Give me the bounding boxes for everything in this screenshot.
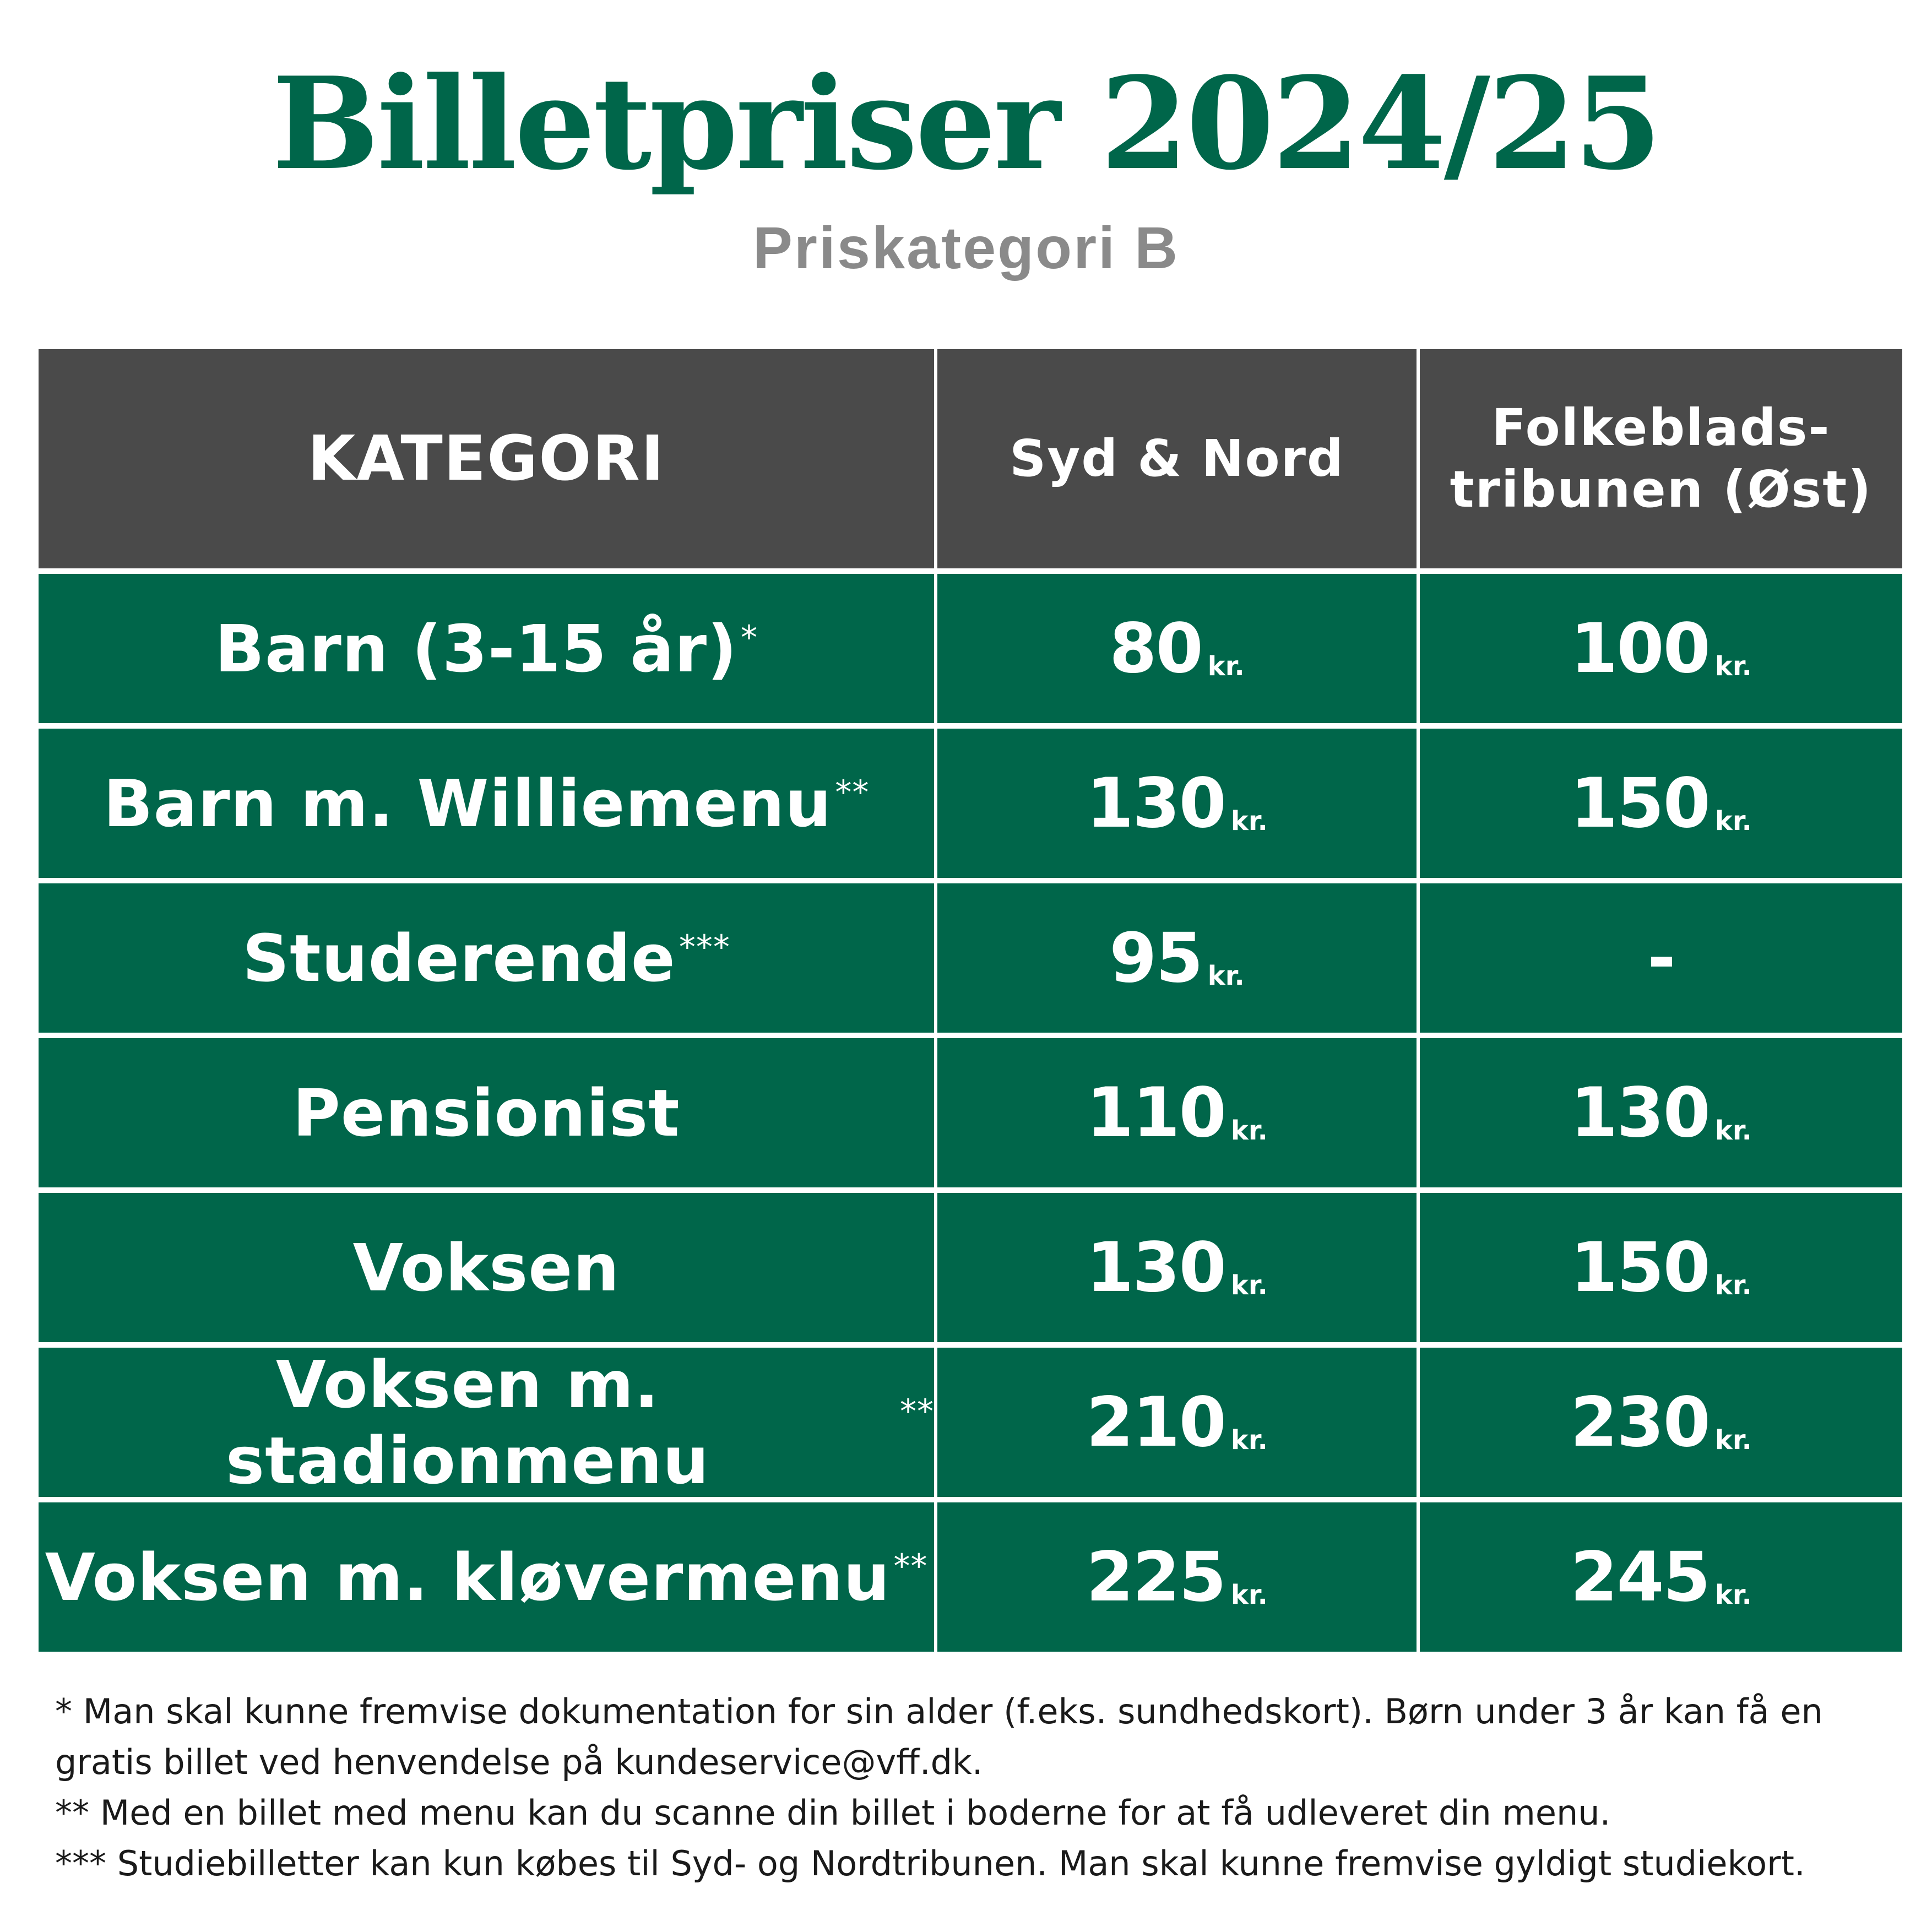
currency-unit: kr. xyxy=(1207,650,1245,682)
price-value: 150 xyxy=(1570,1228,1710,1307)
price-value: 95 xyxy=(1109,918,1202,998)
currency-unit: kr. xyxy=(1714,650,1752,682)
currency-unit: kr. xyxy=(1207,960,1245,991)
category-cell xyxy=(39,729,934,878)
currency-unit: kr. xyxy=(1714,1115,1752,1146)
category-label: Barn (3-15 år) xyxy=(215,610,737,687)
footnote: ** Med en billet med menu kan du scanne din billet i boderne for at få udleveret din menu. xyxy=(55,1793,1611,1833)
price-value: 100 xyxy=(1570,609,1710,688)
price-ost-cell xyxy=(1420,883,1902,1033)
price-syd-nord-cell xyxy=(937,883,1417,1033)
currency-unit: kr. xyxy=(1230,1269,1268,1301)
category-label: Voksen xyxy=(352,1229,620,1306)
category-label: Voksen m. stadionmenu xyxy=(225,1346,710,1499)
category-label: Voksen m. kløvermenu xyxy=(45,1539,891,1615)
currency-unit: kr. xyxy=(1714,1579,1752,1610)
category-cell xyxy=(39,1193,934,1342)
footnote: * Man skal kunne fremvise dokumentation for sin alder (f.eks. sundhedskort). Børn under 3 år kan få en gratis billet ved henvendelse på kundeservice@vff.dk. xyxy=(55,1691,1823,1782)
price-ost-cell xyxy=(1420,1348,1902,1497)
price-syd-nord-cell xyxy=(937,574,1417,723)
footnotes xyxy=(55,1686,1884,1889)
page-subtitle: Priskategori B xyxy=(752,214,1180,281)
price-value: - xyxy=(1647,918,1675,998)
currency-unit: kr. xyxy=(1230,1579,1268,1610)
column-header-syd-nord: Syd & Nord xyxy=(937,349,1417,568)
footnote-marker: ** xyxy=(835,773,870,812)
currency-unit: kr. xyxy=(1230,1424,1268,1456)
footnote-marker: * xyxy=(740,618,758,657)
price-syd-nord-cell xyxy=(937,1193,1417,1342)
price-value: 210 xyxy=(1086,1382,1225,1462)
category-cell xyxy=(39,883,934,1033)
price-ost-cell xyxy=(1420,1038,1902,1187)
price-value: 130 xyxy=(1086,763,1225,843)
price-value: 225 xyxy=(1086,1537,1225,1617)
price-syd-nord-cell xyxy=(937,729,1417,878)
category-cell xyxy=(39,1038,934,1187)
category-label: Barn m. Williemenu xyxy=(103,765,832,842)
currency-unit: kr. xyxy=(1230,1115,1268,1146)
price-value: 80 xyxy=(1109,609,1202,688)
price-value: 130 xyxy=(1086,1228,1225,1307)
currency-unit: kr. xyxy=(1230,805,1268,837)
price-value: 110 xyxy=(1086,1073,1225,1153)
price-syd-nord-cell xyxy=(937,1038,1417,1187)
footnote-marker: ** xyxy=(900,1392,934,1431)
footnote: *** Studiebilletter kan kun købes til Syd- og Nordtribunen. Man skal kunne fremvise gyldigt studiekort. xyxy=(55,1843,1805,1884)
category-label: Pensionist xyxy=(292,1074,680,1151)
column-header-category: KATEGORI xyxy=(39,349,934,568)
price-value: 230 xyxy=(1570,1382,1710,1462)
price-value: 130 xyxy=(1570,1073,1710,1153)
category-label: Studerende xyxy=(242,920,676,996)
price-syd-nord-cell xyxy=(937,1502,1417,1652)
category-cell xyxy=(39,1348,934,1497)
category-cell xyxy=(39,1502,934,1652)
column-header-ost: Folkeblads- tribunen (Øst) xyxy=(1420,349,1902,568)
price-syd-nord-cell xyxy=(937,1348,1417,1497)
currency-unit: kr. xyxy=(1714,1424,1752,1456)
footnote-marker: ** xyxy=(893,1546,928,1586)
price-value: 245 xyxy=(1570,1537,1710,1617)
price-value: 150 xyxy=(1570,763,1710,843)
currency-unit: kr. xyxy=(1714,805,1752,837)
currency-unit: kr. xyxy=(1714,1269,1752,1301)
page-title: Billetpriser 2024/25 xyxy=(272,50,1660,198)
price-ost-cell xyxy=(1420,574,1902,723)
price-ost-cell xyxy=(1420,1502,1902,1652)
price-ost-cell xyxy=(1420,729,1902,878)
price-table xyxy=(39,349,1902,1652)
price-ost-cell xyxy=(1420,1193,1902,1342)
footnote-marker: *** xyxy=(679,927,730,967)
category-cell xyxy=(39,574,934,723)
